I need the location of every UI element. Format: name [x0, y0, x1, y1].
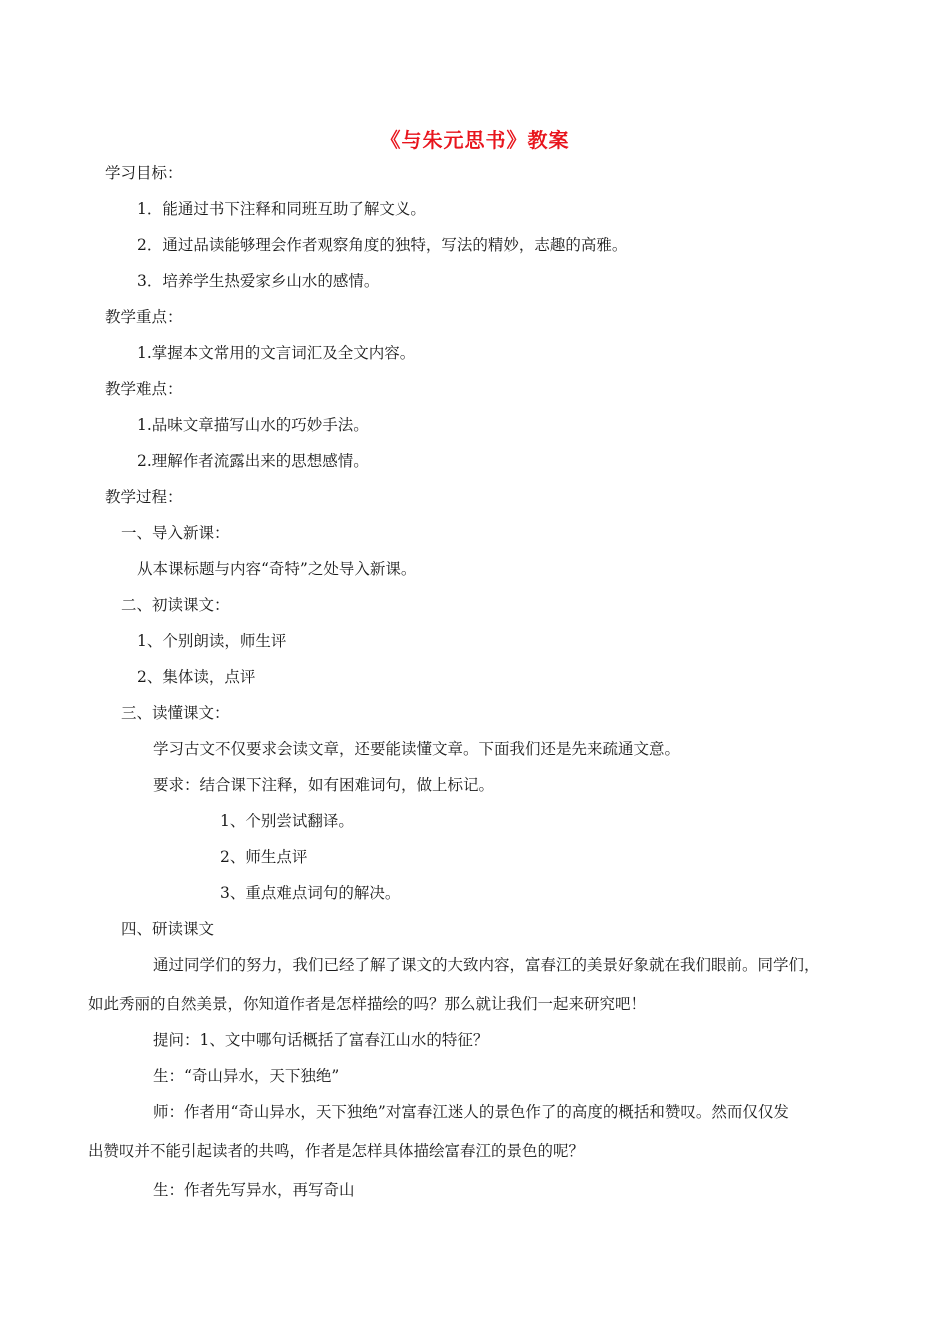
- step4-question: 提问：1、文中哪句话概括了富春江山水的特征？: [153, 1031, 489, 1049]
- step3-item: 1、个别尝试翻译。: [220, 812, 354, 830]
- step4-teacher-line: 出赞叹并不能引起读者的共鸣，作者是怎样具体描绘富春江的景色的呢？: [88, 1142, 585, 1160]
- step3-intro: 学习古文不仅要求会读文章，还要能读懂文章。下面我们还是先来疏通文意。: [153, 740, 681, 758]
- difficulty-item: 1.品味文章描写山水的巧妙手法。: [137, 416, 369, 434]
- step3-item: 2、师生点评: [220, 848, 308, 866]
- objective-item: 2．通过品读能够理会作者观察角度的独特，写法的精妙，志趣的高雅。: [137, 236, 628, 254]
- step1-text: 从本课标题与内容“奇特”之处导入新课。: [137, 560, 417, 578]
- step4-student-answer: 生：“奇山异水，天下独绝”: [153, 1067, 340, 1085]
- difficulties-heading: 教学难点：: [105, 380, 183, 398]
- step4-teacher-line: 师：作者用“奇山异水，天下独绝”对富春江迷人的景色作了的高度的概括和赞叹。然而仅仅发: [153, 1103, 789, 1121]
- step4-student-answer: 生：作者先写异水，再写奇山: [153, 1181, 355, 1199]
- key-point-item: 1.掌握本文常用的文言词汇及全文内容。: [137, 344, 416, 362]
- step2-heading: 二、初读课文：: [121, 596, 230, 614]
- step3-item: 3、重点难点词句的解决。: [220, 884, 401, 902]
- step3-requirement: 要求：结合课下注释，如有困难词句，做上标记。: [153, 776, 495, 794]
- step3-heading: 三、读懂课文：: [121, 704, 230, 722]
- step4-paragraph-line: 如此秀丽的自然美景，你知道作者是怎样描绘的吗？那么就让我们一起来研究吧！: [88, 995, 647, 1013]
- objectives-heading: 学习目标：: [105, 164, 183, 182]
- document-title: 《与朱元思书》教案: [380, 128, 570, 152]
- step2-item: 2、集体读，点评: [137, 668, 256, 686]
- process-heading: 教学过程：: [105, 488, 183, 506]
- step4-heading: 四、研读课文: [121, 920, 215, 938]
- step2-item: 1、个别朗读，师生评: [137, 632, 287, 650]
- step1-heading: 一、导入新课：: [121, 524, 230, 542]
- step4-paragraph-line: 通过同学们的努力，我们已经了解了课文的大致内容，富春江的美景好象就在我们眼前。同学们，: [153, 956, 820, 974]
- difficulty-item: 2.理解作者流露出来的思想感情。: [137, 452, 369, 470]
- objective-item: 3．培养学生热爱家乡山水的感情。: [137, 272, 380, 290]
- key-points-heading: 教学重点：: [105, 308, 183, 326]
- objective-item: 1．能通过书下注释和同班互助了解文义。: [137, 200, 426, 218]
